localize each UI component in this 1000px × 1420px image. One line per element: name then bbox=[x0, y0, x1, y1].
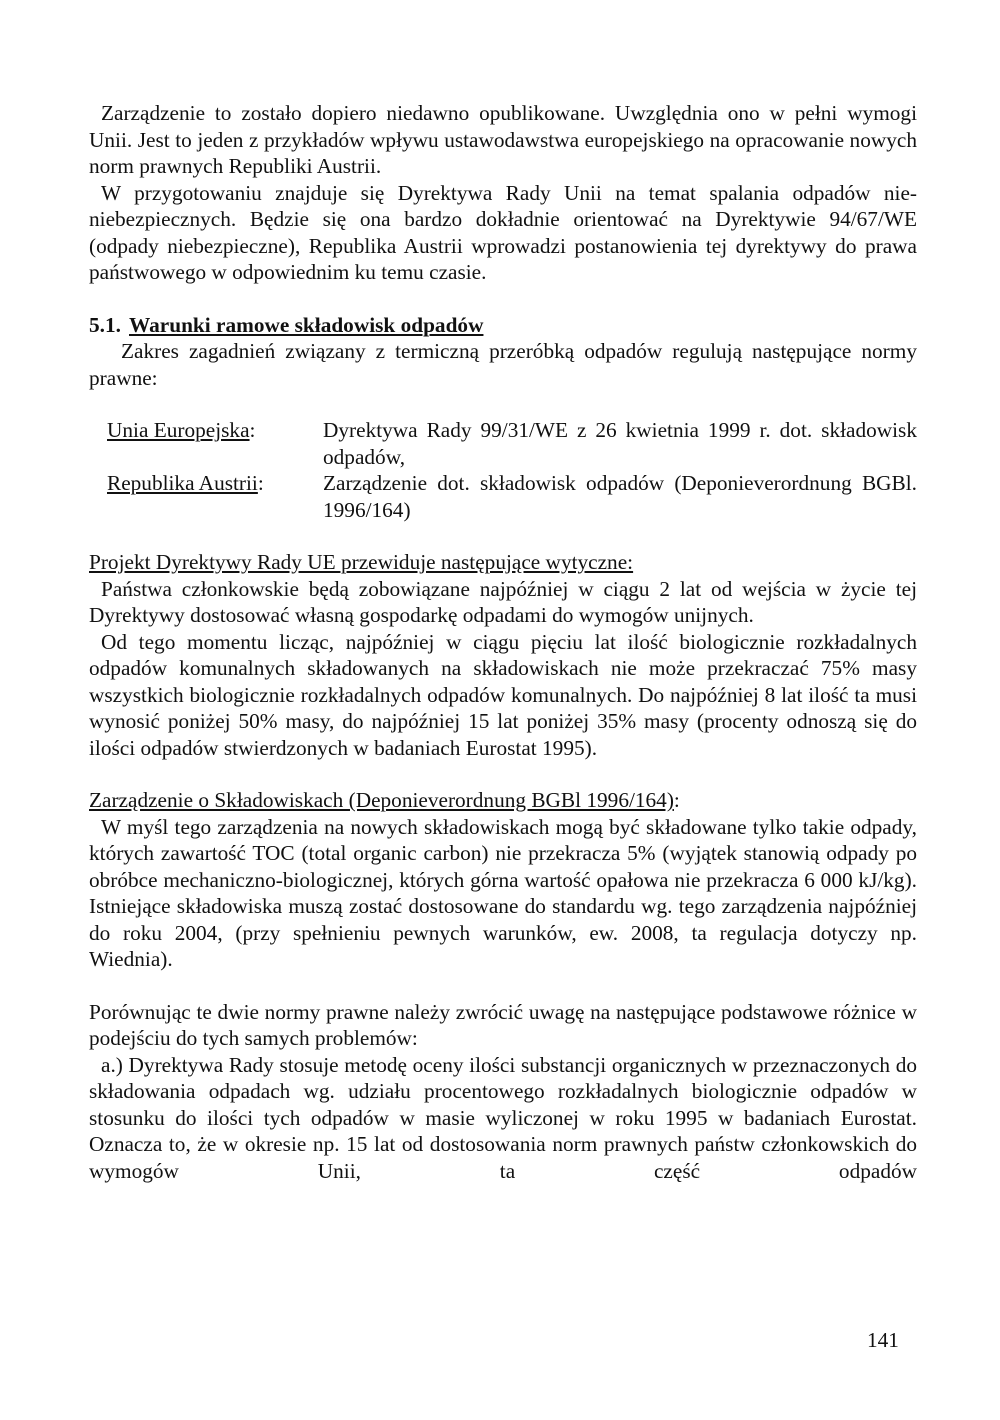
section-heading bbox=[89, 312, 917, 339]
section-title: Warunki ramowe składowisk odpadów bbox=[129, 312, 484, 337]
legal-norms-list bbox=[89, 417, 917, 523]
spacer bbox=[89, 523, 917, 549]
norm-row-eu bbox=[89, 417, 917, 470]
comparison-intro: Porównując te dwie normy prawne należy zwrócić uwagę na następujące podstawowe różnice w podejściu do tych samych problemów: bbox=[89, 999, 917, 1050]
austria-regulation-paragraph: W myśl tego zarządzenia na nowych składowiskach mogą być składowane tylko takie odpady, których zawartość TOC (total organic carbon) nie przekracza 5% (wyjątek stanowią odpady po obróbce mechaniczno-biologicznej, których górna wartość opałowa nie przekracza 6 000 kJ/kg). Istniejące składowiska muszą zostać dostosowane do standardu wg. tego zarządzenia najpóźniej do roku 2004, (przy spełnieniu pewnych warunków, ew. 2008, ta regulacja dotyczy np. Wiednia). bbox=[89, 814, 917, 971]
norm-text: Dyrektywa Rady 99/31/WE z 26 kwietnia 1999 r. dot. składowisk odpadów, bbox=[323, 418, 917, 469]
eu-project-heading: Projekt Dyrektywy Rady UE przewiduje następujące wytyczne: bbox=[89, 550, 634, 574]
spacer bbox=[89, 973, 917, 999]
intro-paragraph-2: W przygotowaniu znajduje się Dyrektywa Rady Unii na temat spalania odpadów nie-niebezpiecznych. Będzie się ona bardzo dokładnie orientować na Dyrektywie 94/67/WE (odpady niebezpieczne), Republika Austrii wprowadzi postanowienia tej dyrektywy do prawa państwowego w odpowiednim ku temu czasie. bbox=[89, 180, 917, 284]
document-page bbox=[89, 100, 917, 1184]
intro-paragraph-1: Zarządzenie to zostało dopiero niedawno opublikowane. Uwzględnia ono w pełni wymogi Unii. Jest to jeden z przykładów wpływu ustawodawstwa europejskiego na opracowanie nowych norm prawnych Republiki Austrii. bbox=[89, 101, 917, 178]
spacer bbox=[89, 761, 917, 787]
comparison-point-a: a.) Dyrektywa Rady stosuje metodę oceny ilości substancji organicznych w przeznaczonych do składowania odpadach wg. udziału procentowego rozkładalnych biologicznie odpadów w stosunku do ilości tych odpadów w masie wyliczonej w roku 1995 w badaniach Eurostat. Oznacza to, że w okresie np. 15 lat od dostosowania norm prawnych państw członkowskich do wymogów Unii, ta część odpadów bbox=[89, 1052, 917, 1183]
section-number: 5.1. bbox=[89, 312, 121, 337]
eu-project-paragraph-2: Od tego momentu licząc, najpóźniej w ciągu pięciu lat ilość biologicznie rozkładalnych odpadów komunalnych składowanych na składowiskach nie może przekraczać 75% masy wszystkich biologicznie rozkładalnych odpadów komunalnych. Do najpóźniej 8 lat ilość ta musi wynosić poniżej 50% masy, do najpóźniej 15 lat poniżej 35% masy (procenty odnoszą się do ilości odpadów stwierdzonych w badaniach Eurostat 1995). bbox=[89, 629, 917, 760]
norm-label: Republika Austrii: bbox=[107, 471, 264, 495]
norm-text: Zarządzenie dot. składowisk odpadów (Deponieverordnung BGBl. 1996/164) bbox=[323, 471, 917, 522]
spacer bbox=[89, 286, 917, 312]
norm-row-austria bbox=[89, 470, 917, 523]
norm-label: Unia Europejska: bbox=[107, 418, 256, 442]
page-number: 141 bbox=[867, 1328, 899, 1352]
section-intro: Zakres zagadnień związany z termiczną przeróbką odpadów regulują następujące normy prawne: bbox=[89, 339, 917, 390]
eu-project-paragraph-1: Państwa członkowskie będą zobowiązane najpóźniej w ciągu 2 lat od wejścia w życie tej Dyrektywy dostosować własną gospodarkę odpadami do wymogów unijnych. bbox=[89, 576, 917, 627]
austria-regulation-heading: Zarządzenie o Składowiskach (Deponieverordnung BGBl 1996/164): bbox=[89, 788, 680, 812]
